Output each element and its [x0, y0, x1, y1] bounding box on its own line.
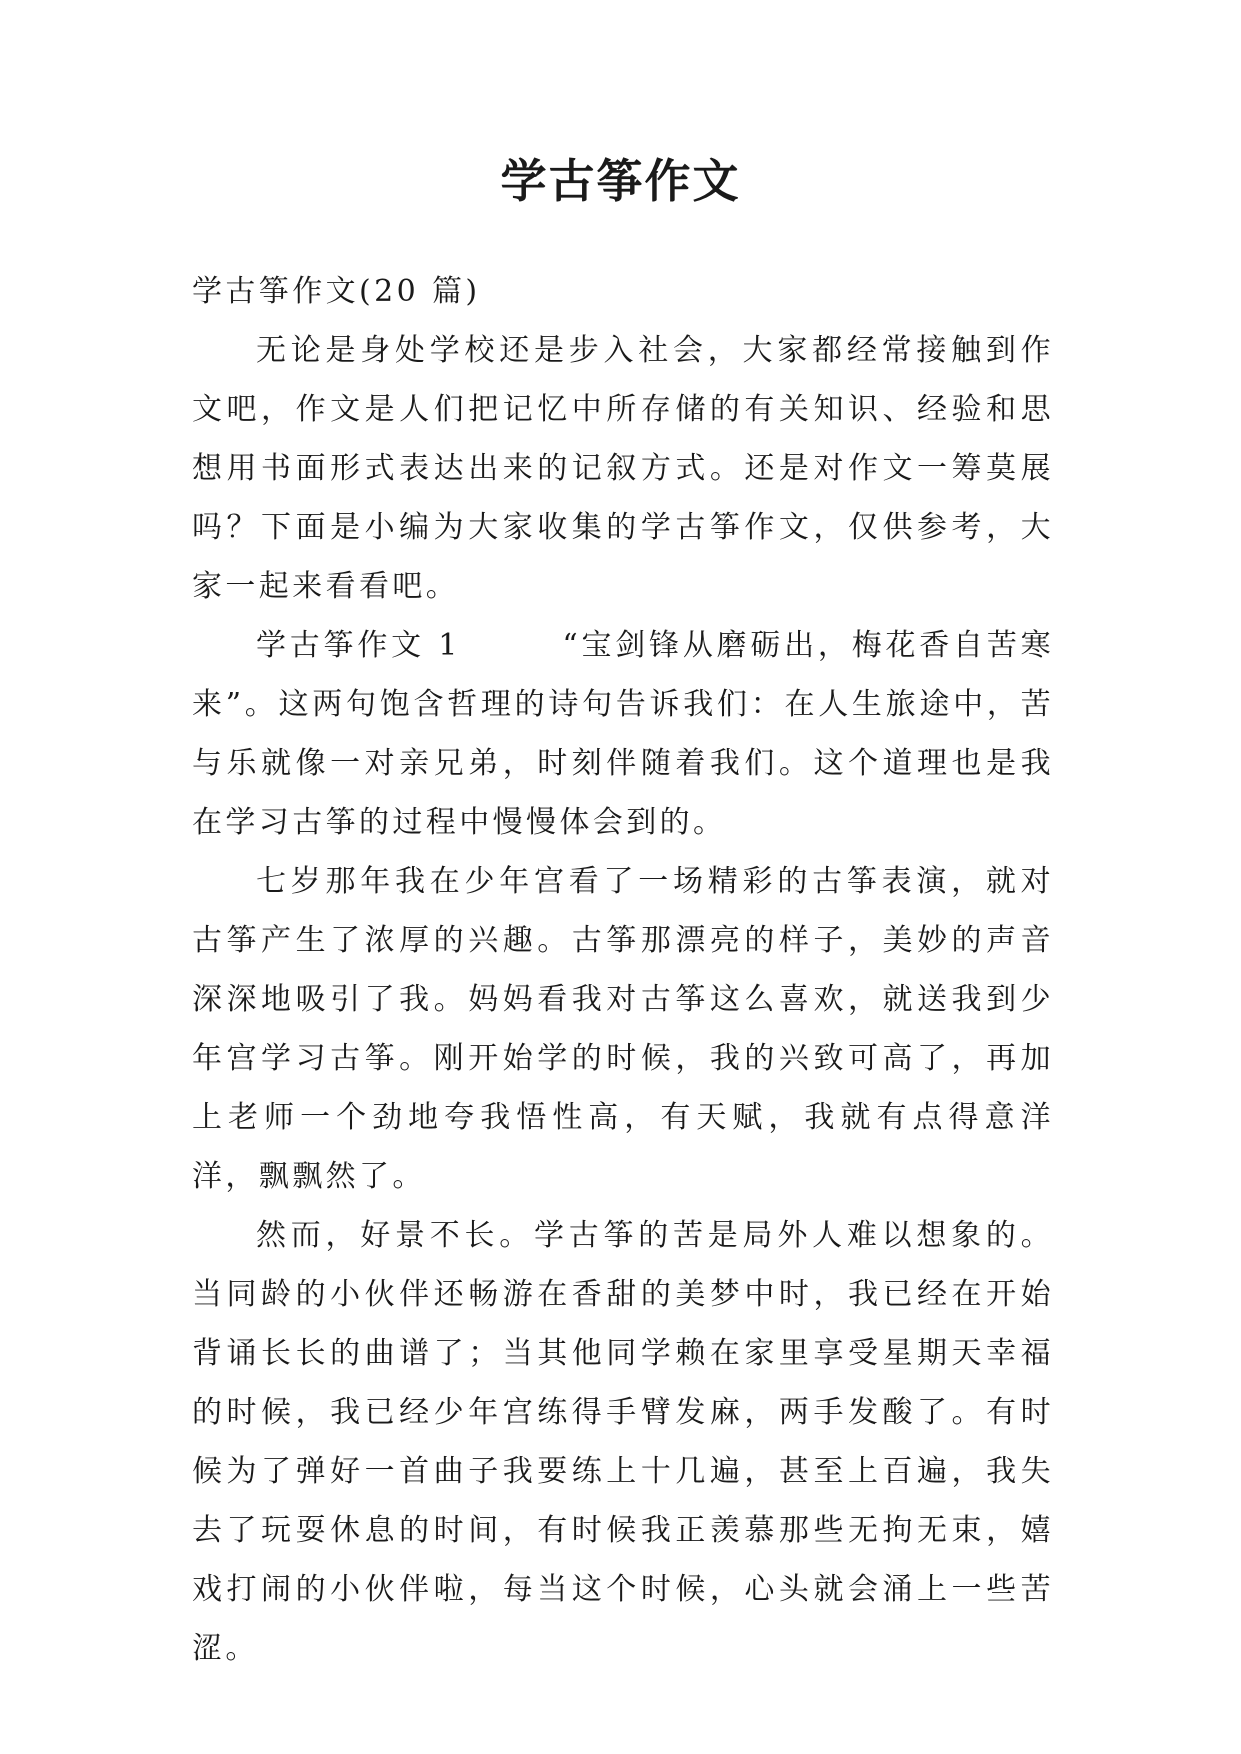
paragraph-essay-1-opening: 学古筝作文 1 “宝剑锋从磨砺出，梅花香自苦寒来”。这两句饱含哲理的诗句告诉我们：在人生旅途中，苦与乐就像一对亲兄弟，时刻伴随着我们。这个道理也是我在学习古筝的过程中慢慢体会到的。 — [192, 628, 1054, 840]
paragraph-age-seven: 七岁那年我在少年宫看了一场精彩的古筝表演，就对古筝产生了浓厚的兴趣。古筝那漂亮的样子，美妙的声音深深地吸引了我。妈妈看我对古筝这么喜欢，就送我到少年宫学习古筝。刚开始学的时候，我的兴致可高了，再加上老师一个劲地夸我悟性高，有天赋，我就有点得意洋洋，飘飘然了。 — [192, 864, 1054, 1194]
document-subtitle: 学古筝作文(20 篇) — [192, 274, 481, 309]
document-title: 学古筝作文 — [500, 154, 741, 208]
paragraph-hardship: 然而，好景不长。学古筝的苦是局外人难以想象的。当同龄的小伙伴还畅游在香甜的美梦中时，我已经在开始背诵长长的曲谱了；当其他同学赖在家里享受星期天幸福的时候，我已经少年宫练得手臂发麻，两手发酸了。有时候为了弹好一首曲子我要练上十几遍，甚至上百遍，我失去了玩耍休息的时间，有时候我正羡慕那些无拘无束，嬉戏打闹的小伙伴啦，每当这个时候，心头就会涌上一些苦涩。 — [192, 1218, 1054, 1666]
document-body — [192, 262, 1054, 1678]
paragraph-intro: 无论是身处学校还是步入社会，大家都经常接触到作文吧，作文是人们把记忆中所存储的有关知识、经验和思想用书面形式表达出来的记叙方式。还是对作文一筹莫展吗？下面是小编为大家收集的学古筝作文，仅供参考，大家一起来看看吧。 — [192, 333, 1054, 604]
